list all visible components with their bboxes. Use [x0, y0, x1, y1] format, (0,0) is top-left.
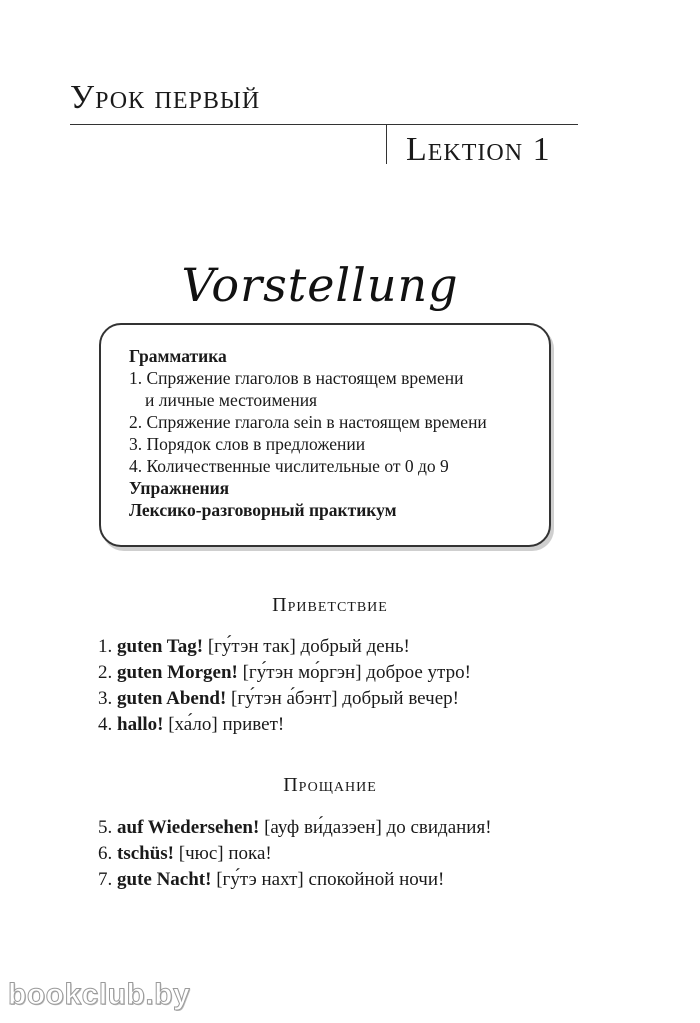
topic-title: Vorstellung	[181, 258, 459, 312]
phrase-german: guten Morgen!	[117, 662, 238, 683]
phrase-item	[98, 841, 568, 867]
phrase-number: 2.	[98, 662, 113, 683]
phrase-german: gute Nacht!	[117, 869, 212, 890]
phrase-german: auf Wiedersehen!	[117, 817, 260, 838]
phrase-item	[98, 686, 568, 712]
phrase-item	[98, 815, 568, 841]
phrase-number: 5.	[98, 817, 113, 838]
phrase-item	[98, 660, 568, 686]
phrase-number: 1.	[98, 636, 113, 657]
lesson-title-ru: Урок первый	[70, 79, 261, 116]
phrase-german: guten Tag!	[117, 636, 204, 657]
grammar-heading: Грамматика	[129, 346, 227, 366]
phrase-number: 7.	[98, 869, 113, 890]
phrase-translation: [гу́тэ нахт] спокойной ночи!	[211, 869, 445, 890]
phrase-item	[98, 634, 568, 660]
header-vertical-divider	[386, 124, 387, 164]
phrase-translation: [гу́тэн а́бэнт] добрый вечер!	[226, 688, 459, 709]
practice-heading: Лексико-разговорный практикум	[129, 500, 397, 520]
lesson-title-de: Lektion 1	[406, 131, 551, 168]
watermark: bookclub.by	[8, 978, 191, 1011]
phrase-translation: [гу́тэн так] добрый день!	[203, 636, 410, 657]
grammar-item: 1. Спряжение глаголов в настоящем времени	[129, 368, 464, 388]
lesson-contents-box	[99, 323, 551, 547]
phrase-german: tschüs!	[117, 843, 175, 864]
phrase-number: 3.	[98, 688, 113, 709]
greetings-list	[98, 634, 568, 738]
grammar-item: и личные местоимения	[145, 390, 318, 410]
phrase-item	[98, 867, 568, 893]
phrase-translation: [ауф ви́дазэен] до свидания!	[259, 817, 492, 838]
phrase-translation: [гу́тэн мо́ргэн] доброе утро!	[237, 662, 471, 683]
phrase-german: guten Abend!	[117, 688, 227, 709]
phrase-number: 6.	[98, 843, 113, 864]
exercises-heading: Упражнения	[129, 478, 230, 498]
farewells-list	[98, 815, 568, 893]
greetings-title: Приветствие	[272, 594, 388, 616]
lesson-contents-list	[129, 345, 544, 521]
grammar-item: 3. Порядок слов в предложении	[129, 434, 366, 454]
grammar-item: 4. Количественные числительные от 0 до 9	[129, 456, 449, 476]
phrase-german: hallo!	[117, 714, 164, 735]
farewells-title: Прощание	[283, 774, 377, 796]
phrase-number: 4.	[98, 714, 113, 735]
phrase-item	[98, 712, 568, 738]
phrase-translation: [чюс] пока!	[174, 843, 272, 864]
phrase-translation: [ха́ло] привет!	[163, 714, 285, 735]
header-divider	[70, 124, 578, 125]
grammar-item: 2. Спряжение глагола sein в настоящем времени	[129, 412, 487, 432]
